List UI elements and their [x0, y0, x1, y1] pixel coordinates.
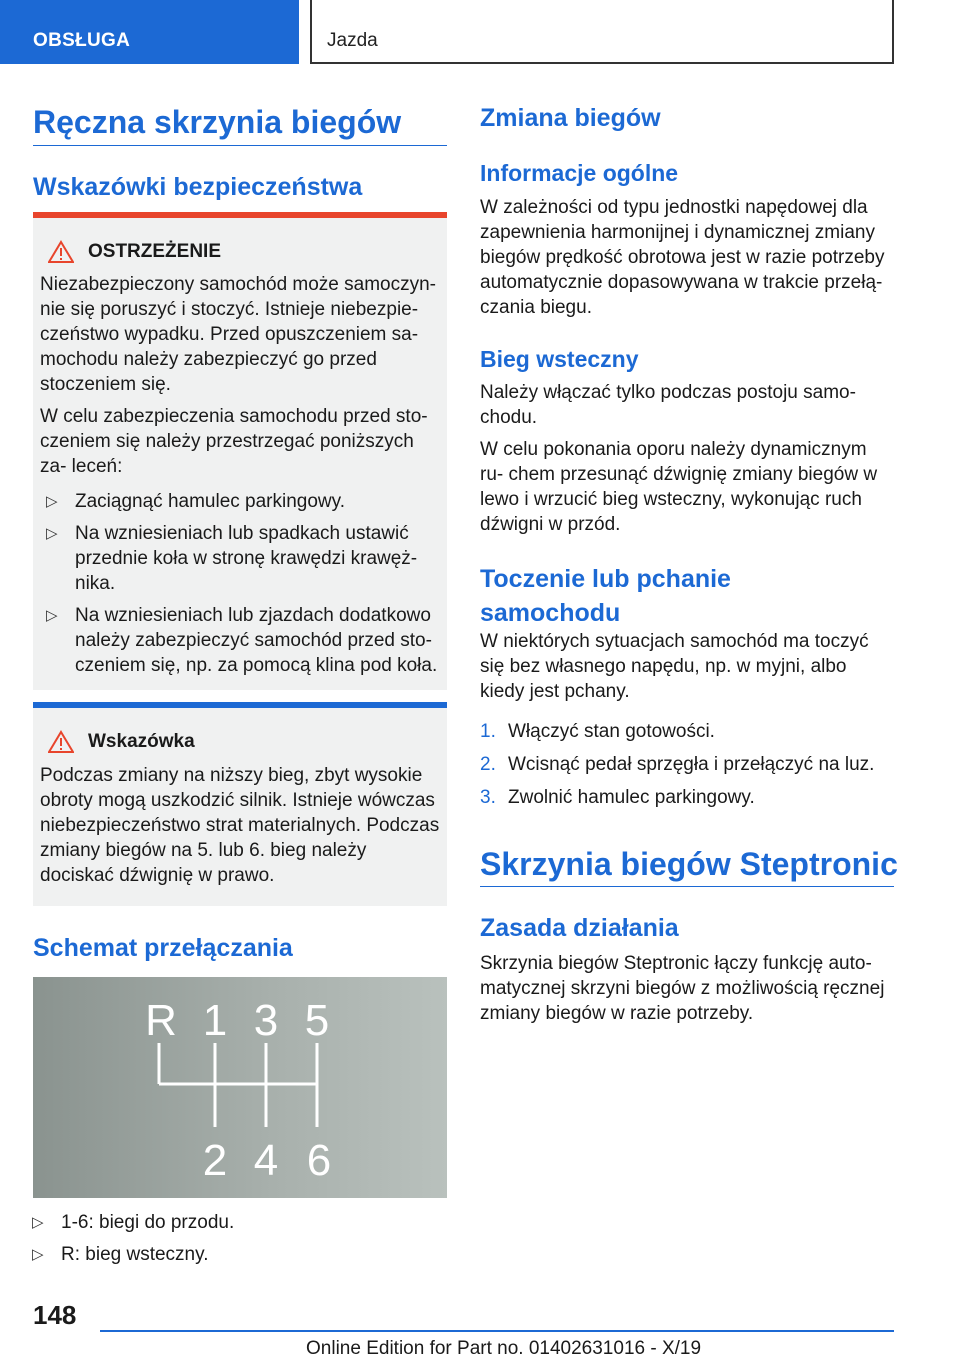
chapter-tab[interactable] [310, 0, 894, 64]
step-item [480, 785, 894, 810]
step-number: 2. [480, 754, 496, 775]
step-text: Zwolnić hamulec parkingowy. [508, 787, 755, 808]
principle-heading: Zasada działania [480, 914, 679, 942]
page-number: 148 [33, 1300, 77, 1330]
step-text: Wcisnąć pedał sprzęgła i przełączyć na luz. [508, 754, 875, 775]
reverse-text-2: W celu pokonania oporu należy dynamicznym ru- chem przesunąć dźwignię zmiany biegów w lewo i wrzucić bieg wsteczny, wykonując ruch dźwigni w przód. [480, 439, 878, 535]
warning-text-1: Niezabezpieczony samochód może samoczyn- nie się poruszyć i stoczyć. Istnieje niebezpie- czeństwo wypadku. Przed opuszczeniem sa- mochodu należy zabezpieczyć go przed stoczeniem się. [40, 274, 437, 395]
list-item: ▷ Zaciągnąć hamulec parkingowy. [40, 489, 440, 514]
schema-list [26, 1210, 446, 1274]
safety-heading: Wskazówki bezpieczeństwa [33, 173, 363, 201]
gear-2-label: 2 [202, 1136, 228, 1185]
steptronic-title: Skrzynia biegów Steptronic [480, 846, 898, 882]
gear-shift-diagram [33, 977, 447, 1198]
step-item [480, 719, 894, 744]
gear-4-label: 4 [253, 1136, 279, 1185]
gear-6-label: 6 [306, 1136, 332, 1185]
principle-text: Skrzynia biegów Steptronic łączy funkcję auto- matycznej skrzyni biegów z możliwością ręcznej zmiany biegów w razie potrzeby. [480, 953, 885, 1024]
gear-3-label: 3 [253, 996, 279, 1045]
gear-1-label: 1 [202, 996, 228, 1045]
gear-5-label: 5 [304, 996, 330, 1045]
list-item: ▷ Na wzniesieniach lub spadkach ustawić przednie koła w stronę krawędzi krawęż- nika. [40, 521, 440, 596]
footer-rule [100, 1330, 894, 1332]
reverse-text-1: Należy włączać tylko podczas postoju samo- chodu. [480, 382, 856, 428]
notice-text: Podczas zmiany na niższy bieg, zbyt wysokie obroty mogą uszkodzić silnik. Istnieje wówczas niebezpieczeństwo strat materialnych. Podczas zmiany biegów na 5. lub 6. bieg należy dociskać dźwignię w prawo. [40, 765, 440, 886]
warning-triangle-icon [48, 240, 74, 264]
warning-list [40, 489, 440, 685]
diagram-background [33, 977, 447, 1198]
step-number: 3. [480, 787, 496, 808]
list-item: ▷ 1-6: biegi do przodu. [26, 1210, 446, 1235]
steps-list [480, 719, 894, 818]
rolling-heading: Toczenie lub pchanie samochodu [480, 565, 731, 627]
step-text: Włączyć stan gotowości. [508, 721, 715, 742]
chapter-label: Jazda [327, 30, 378, 51]
section-label: OBSŁUGA [33, 30, 131, 51]
schema-heading: Schemat przełączania [33, 934, 293, 962]
steptronic-rule [480, 886, 894, 887]
notice-title: Wskazówka [88, 731, 195, 752]
warning-bar [33, 212, 447, 218]
title-rule [33, 145, 447, 146]
reverse-heading: Bieg wsteczny [480, 346, 639, 372]
section-tab[interactable] [0, 0, 299, 64]
notice-bar [33, 702, 447, 708]
change-heading: Zmiana biegów [480, 104, 661, 132]
warning-text-2: W celu zabezpieczenia samochodu przed sto- czeniem się należy przestrzegać poniższych za- leceń: [40, 406, 428, 477]
step-item [480, 752, 894, 777]
warning-title: OSTRZEŻENIE [88, 241, 222, 262]
warning-box [33, 212, 447, 690]
gear-r-label: R [145, 996, 177, 1045]
edition-text: Online Edition for Part no. 01402631016 - X/19 [306, 1338, 702, 1359]
rolling-text: W niektórych sytuacjach samochód ma toczyć się bez własnego napędu, np. w myjni, albo kiedy jest pchany. [480, 631, 869, 702]
list-item: ▷ R: bieg wsteczny. [26, 1242, 446, 1267]
step-number: 1. [480, 721, 496, 742]
general-text: W zależności od typu jednostki napędowej dla zapewnienia harmonijnej i dynamicznej zmiany biegów prędkość obrotowa jest w razie potrzeby automatycznie dopasowywana w trakcie przełą- czania biegu. [480, 197, 885, 318]
notice-triangle-icon [48, 730, 74, 754]
notice-box [33, 702, 447, 906]
general-heading: Informacje ogólne [480, 160, 679, 186]
page-title: Ręczna skrzynia biegów [33, 104, 402, 140]
list-item: ▷ Na wzniesieniach lub zjazdach dodatkowo należy zabezpieczyć samochód przed sto- czeniem się, np. za pomocą klina pod koła. [40, 603, 440, 678]
